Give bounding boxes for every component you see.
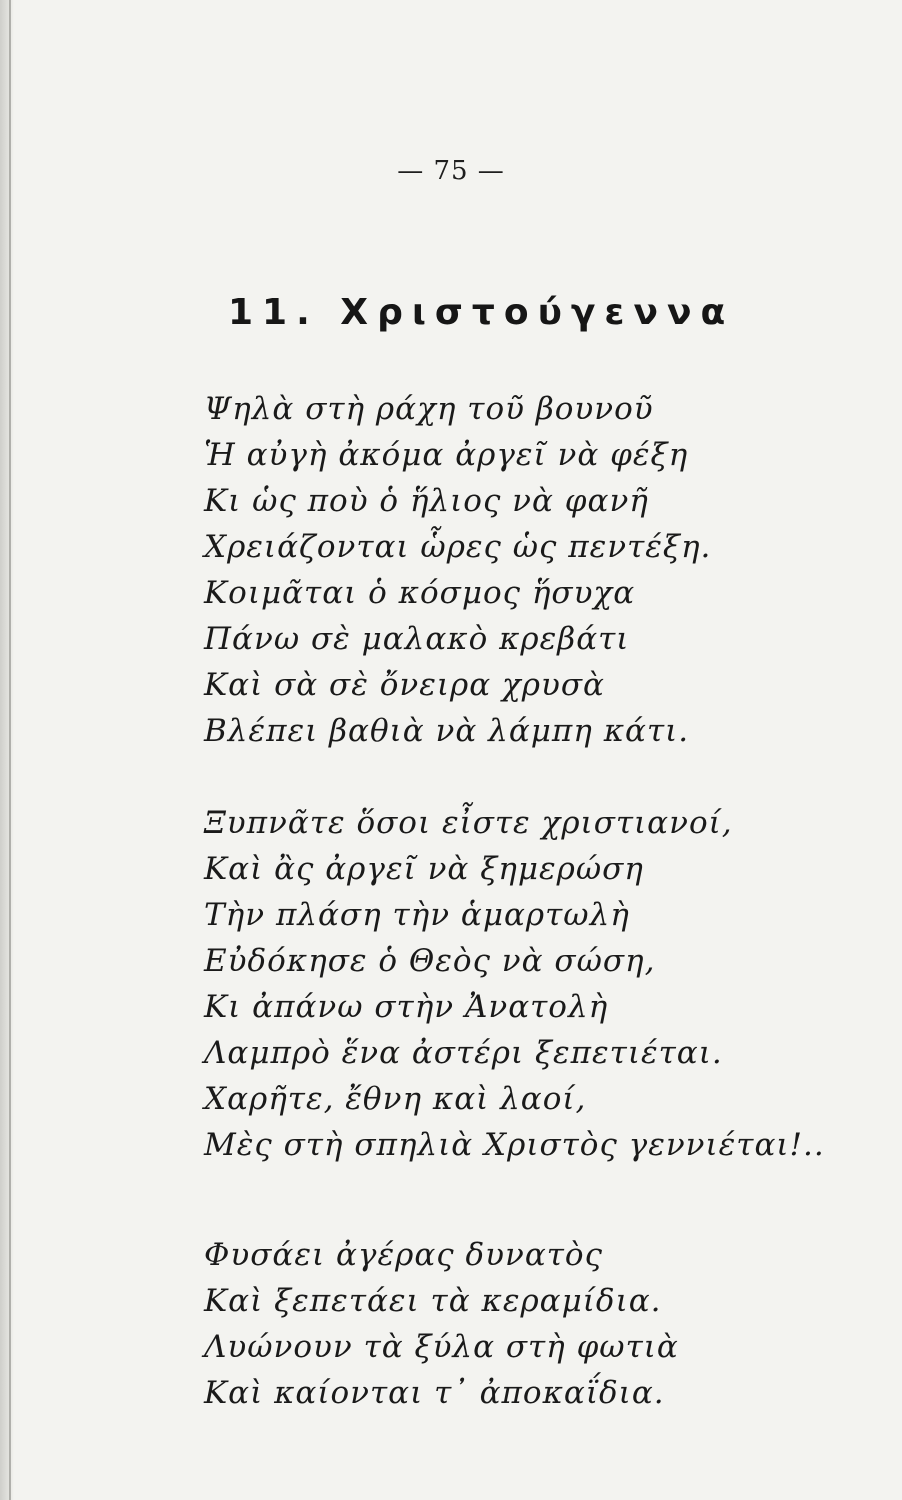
poem-line: Πάνω σὲ μαλακὸ κρεβάτι (204, 621, 630, 657)
poem-line: Καὶ ξεπετάει τὰ κεραμίδια. (204, 1283, 662, 1319)
poem-line: Λυώνουν τὰ ξύλα στὴ φωτιὰ (204, 1329, 679, 1365)
poem-line: Φυσάει ἀγέρας δυνατὸς (204, 1237, 603, 1273)
poem-line: Μὲς στὴ σπηλιὰ Χριστὸς γεννιέται!.. (204, 1127, 825, 1163)
poem-line: Χαρῆτε, ἔθνη καὶ λαοί, (204, 1081, 587, 1117)
binding-gutter (0, 0, 14, 1500)
poem-line: Κοιμᾶται ὁ κόσμος ἥσυχα (204, 575, 636, 611)
poem-line: Βλέπει βαθιὰ νὰ λάμπη κάτι. (204, 713, 690, 749)
binding-edge-line (9, 0, 11, 1500)
poem-line: Καὶ ἂς ἀργεῖ νὰ ξημερώση (204, 851, 644, 887)
poem-line: Λαμπρὸ ἕνα ἀστέρι ξεπετιέται. (204, 1035, 723, 1071)
poem-title: 11. Χριστούγεννα (228, 292, 735, 333)
poem-line: Καὶ σὰ σὲ ὄνειρα χρυσὰ (204, 667, 605, 703)
stanza-3 (204, 1232, 679, 1416)
poem-line: Κι ἀπάνω στὴν Ἀνατολὴ (204, 989, 609, 1025)
poem-line: Ἡ αὐγὴ ἀκόμα ἀργεῖ νὰ φέξη (204, 437, 689, 473)
poem-line: Χρειάζονται ὧρες ὡς πεντέξη. (204, 529, 712, 565)
poem-line: Ψηλὰ στὴ ράχη τοῦ βουνοῦ (204, 391, 654, 427)
poem-line: Ξυπνᾶτε ὅσοι εἶστε χριστιανοί, (204, 805, 733, 841)
poem-line: Εὐδόκησε ὁ Θεὸς νὰ σώση, (204, 943, 656, 979)
poem-line: Κι ὡς ποὺ ὁ ἥλιος νὰ φανῆ (204, 483, 649, 519)
poem-line: Καὶ καίονται τ᾿ ἀποκαΐδια. (204, 1375, 665, 1411)
stanza-2 (204, 800, 825, 1168)
poem-line: Τὴν πλάση τὴν ἁμαρτωλὴ (204, 897, 630, 933)
page-number: — 75 — (397, 156, 505, 186)
stanza-1 (204, 386, 711, 754)
